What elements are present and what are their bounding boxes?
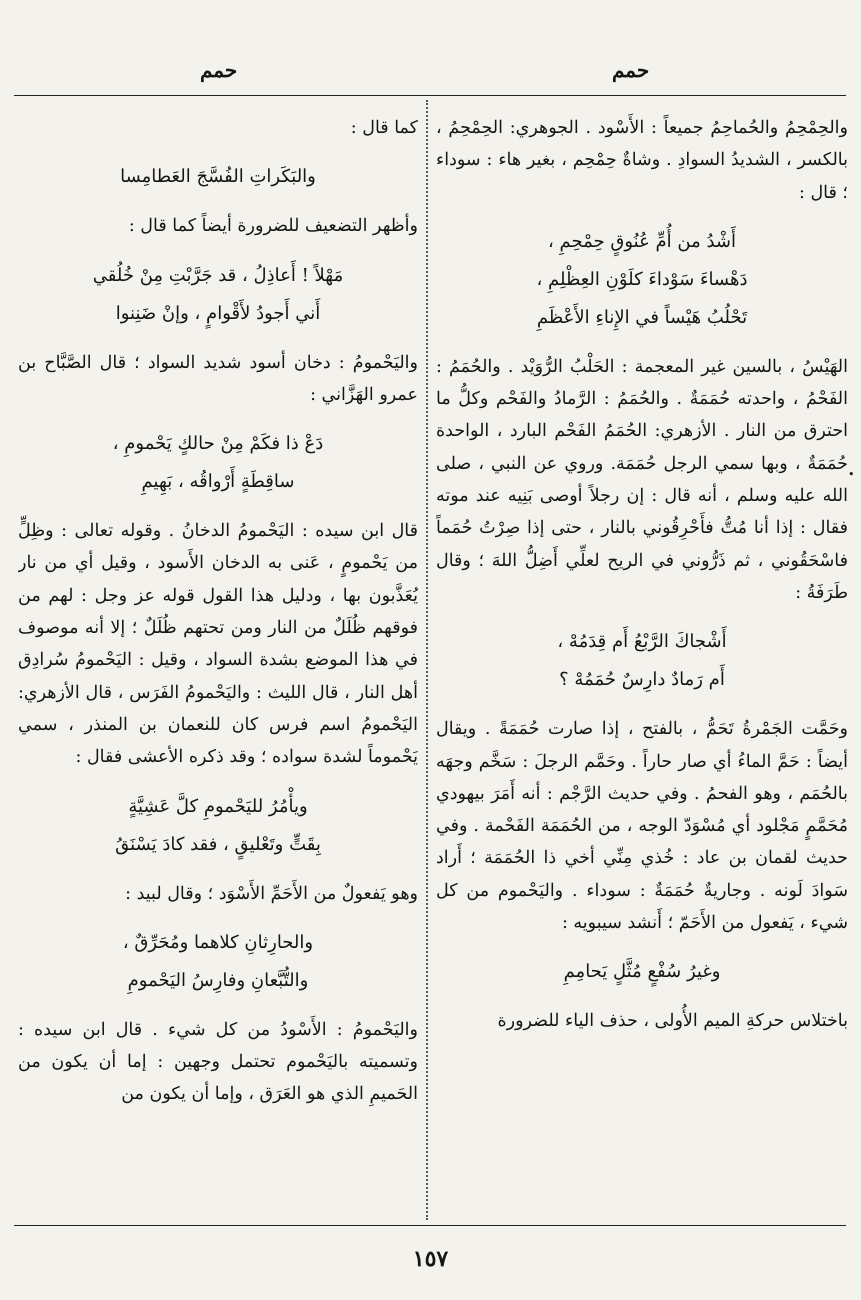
verse-line: مَهْلاً ! أَعاذِلُ ، قد جَرَّبْتِ مِنْ خُلُقي bbox=[92, 264, 344, 286]
verse-line: أَني أَجودُ لأَقْوامٍ ، وإنْ ضَنِنوا bbox=[115, 302, 321, 324]
margin-mark: • bbox=[848, 468, 855, 481]
running-header-right: حمم bbox=[612, 58, 650, 82]
verse-block bbox=[18, 425, 418, 501]
prose-paragraph: واليَحْمومُ : الأَسْودُ من كل شيء . قال ابن سيده : وتسميته باليَحْموم تحتمل وجهين : إما أن يكون من الحَميمِ الذي هو العَرَق ، وإما أن يكون من bbox=[18, 1019, 418, 1105]
verse-line: ساقِطَةٍ أَرْواقُه ، بَهِيمِ bbox=[141, 471, 295, 493]
prose-paragraph: واليَحْمومُ : دخان أسود شديد السواد ؛ قال الصَّبَّاح بن عمرو الهَزَّاني : bbox=[18, 352, 418, 405]
verse-line: تَحْلُبُ هَيْساً في الإِناءِ الأَعْظَمِ bbox=[536, 306, 748, 328]
verse-block bbox=[18, 924, 418, 1000]
verse-block bbox=[436, 623, 848, 699]
prose-paragraph: باختلاس حركةِ الميم الأُولى ، حذف الياء للضرورة bbox=[497, 1011, 848, 1032]
header-rule bbox=[14, 95, 846, 96]
verse-line: ويأْمُرُ لليَحْمومِ كلَّ عَشِيَّةٍ bbox=[128, 795, 308, 817]
verse-line: والتُّبَّعانِ وفارِسُ اليَحْمومِ bbox=[127, 969, 309, 991]
verse-block bbox=[18, 257, 418, 333]
prose-paragraph: قال ابن سيده : اليَحْمومُ الدخانُ . وقوله تعالى : وظِلٍّ من يَحْمومٍ ، عَنى به الدخان الأَسود ، وقيل أي من نار يُعَذَّبون بها ، ودليل هذا القول قوله عز وجل : لهم من فوقهم ظُلَلٌ من النار ومن تحتهم ظُلَلٌ ؛ إلا أنه موصوف في هذا الموضع بشدة السواد ، وقيل : اليَحْمومُ سُرادِق أهل النار ، قال الليث : واليَحْمومُ الفَرَس ، قال الأزهري: اليَحْمومُ اسم فرس كان للنعمان بن المنذر ، سمي يَحْموماً لشدة سواده ؛ وقد ذكره الأعشى فقال : bbox=[18, 521, 418, 768]
prose-paragraph: الهَيْسُ ، بالسين غير المعجمة : الحَلْبُ الرُّوَيْد . والحُمَمُ : الفَحْمُ ، واحدته حُمَمَةٌ . والحُمَمُ : الرَّمادُ والفَحْم وكلُّ ما احترق من النار . الأزهري: الحُمَمُ الفَحْم البارد ، الواحدة حُمَمَةٌ ، وبها سمي الرجل حُمَمَة. وروي عن النبي ، صلى الله عليه وسلم ، أنه قال : إن رجلاً أوصى بَنِيه عند موته فقال : إذا أنا مُتُّ فأَحْرِقُوني بالنار ، حتى إذا صِرْتُ حُمَماً فاسْحَقُوني ، ثم ذَرُّوني في الريح لعلِّي أَضِلُّ اللهَ ؛ وقال طَرَفَةُ : bbox=[436, 356, 848, 603]
verse-line: أَشْجاكَ الرَّبْعُ أَم قِدَمُهْ ، bbox=[557, 631, 727, 653]
prose-paragraph: وهو يَفعولٌ من الأَحَمِّ الأَسْوَد ؛ وقال لبيد : bbox=[125, 883, 418, 904]
verse-line: وغيرُ سُفْعٍ مُثَّلٍ يَحامِمِ bbox=[563, 961, 721, 983]
verse-line: دَعْ ذا فكَمْ مِنْ حالكٍ يَحْمومِ ، bbox=[112, 433, 324, 455]
verse-line: بِقَتٍّ وتَعْليقٍ ، فقد كادَ يَسْنَقُ bbox=[115, 833, 321, 855]
verse-line: والحارِثانِ كلاهما ومُحَرِّقٌ ، bbox=[122, 931, 314, 953]
verse-block bbox=[18, 788, 418, 864]
verse-block bbox=[436, 953, 848, 991]
prose-paragraph: وأظهر التضعيف للضرورة أيضاً كما قال : bbox=[128, 216, 418, 237]
footer-rule bbox=[14, 1225, 846, 1226]
running-header-left: حمم bbox=[200, 58, 238, 82]
column-divider bbox=[426, 100, 428, 1220]
verse-line: أَم رَمادٌ دارِسٌ حُمَمُهْ ؟ bbox=[559, 669, 725, 691]
verse-block bbox=[436, 223, 848, 337]
prose-paragraph: كما قال : bbox=[350, 118, 418, 138]
verse-line: دَهْساءَ سَوْداءَ كلَوْنِ العِظْلِمِ ، bbox=[536, 268, 748, 290]
verse-line: أَشْدُ من أُمِّ عُنُوقٍ حِمْحِمِ ، bbox=[547, 230, 736, 252]
verse-line: والبَكَراتِ الفُسَّجَ العَطامِسا bbox=[120, 166, 316, 188]
page-number: ١٥٧ bbox=[412, 1246, 449, 1272]
prose-paragraph: والحِمْحِمُ والحُماحِمُ جميعاً : الأَسْود . الجوهري: الحِمْحِمُ ، بالكسر ، الشديدُ السوادِ . وشاةٌ حِمْحِم ، بغير هاء : سوداء ؛ قال : bbox=[436, 118, 848, 203]
right-column bbox=[436, 112, 848, 1217]
verse-block bbox=[18, 158, 418, 196]
prose-paragraph: وحَمَّت الجَمْرةُ تَحَمُّ ، بالفتح ، إذا صارت حُمَمَةً . ويقال أيضاً : حَمَّ الماءُ أي صار حاراً . وحَمَّم الرجلَ : سَخَّم وجهَه بالحُمَم ، وهو الفحمُ . وفي حديث الرَّجْم : أنه أَمَرَ بيهودي مُحَمَّمٍ مَجْلود أي مُسْوَدّ الوجه ، من الحُمَمَة الفَحْمة . وفي حديث لقمان بن عاد : خُذي مِنِّي أخي ذا الحُمَمَة ؛ أَراد سَوادَ لَونه . وجاريةٌ حُمَمَةٌ : سوداء . واليَحْموم من كل شيء ، يَفعول من الأَحَمّ ؛ أَنشد سيبويه : bbox=[436, 719, 848, 934]
left-column bbox=[18, 112, 418, 1217]
